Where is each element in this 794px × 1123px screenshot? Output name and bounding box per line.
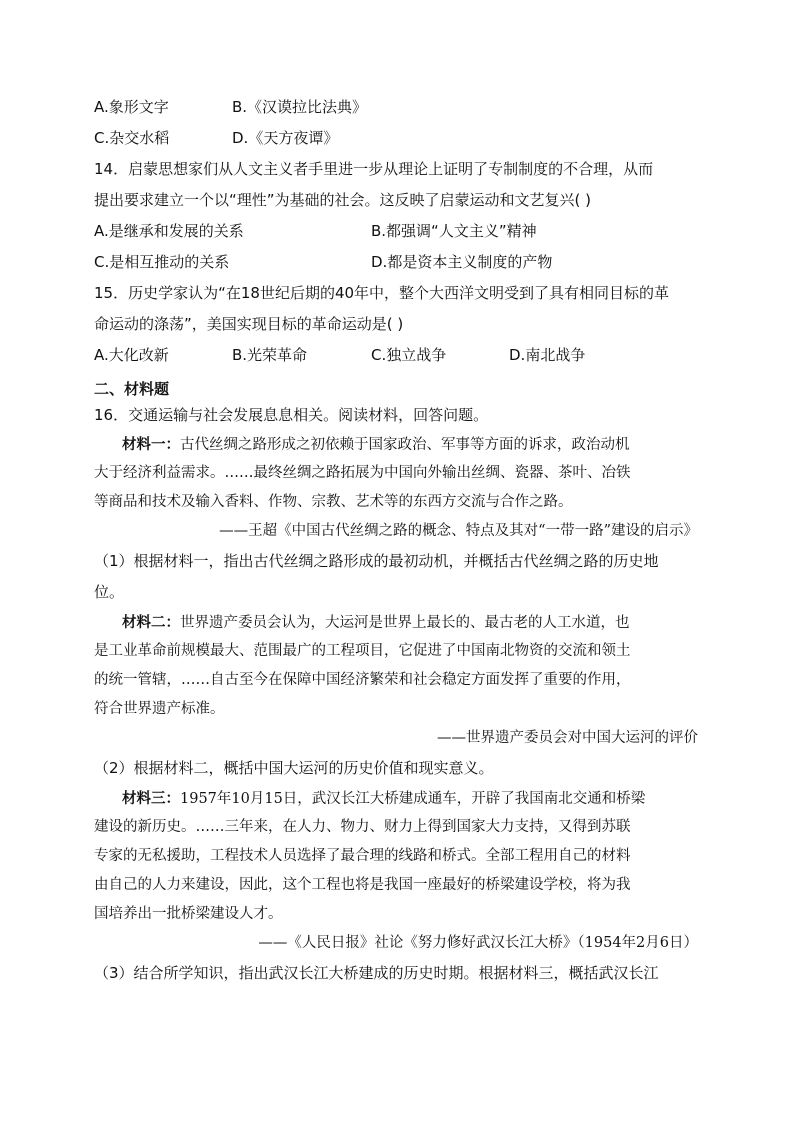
section-title: 二、材料题 xyxy=(94,380,170,398)
material-2-text: 世界遗产委员会认为，大运河是世界上最长的、最古老的人工水道，也 xyxy=(180,615,630,631)
material-2-source: ——世界遗产委员会对中国大运河的评价 xyxy=(437,730,698,746)
sub-question-1-line1: （1）根据材料一，指出古代丝绸之路形成的最初动机，并概括古代丝绸之路的历史地 xyxy=(94,552,659,570)
material-3-line4: 由自己的人力来建设，因此，这个工程也将是我国一座最好的桥梁建设学校，将为我 xyxy=(94,877,631,893)
material-2-line3: 的统一管辖，……自古至今在保障中国经济繁荣和社会稳定方面发挥了重要的作用， xyxy=(94,672,631,688)
material-1-line1 xyxy=(94,430,698,459)
sub-question-1-line2: 位。 xyxy=(94,583,125,601)
q13-options-row2 xyxy=(94,123,698,154)
material-2-line2: 是工业革命前规模最大、范围最广的工程项目，它促进了中国南北物资的交流和领土 xyxy=(94,643,631,659)
q13-option-d[interactable]: D.《天方夜谭》 xyxy=(232,129,339,147)
material-1-line2: 大于经济利益需求。……最终丝绸之路拓展为中国向外输出丝绸、瓷器、茶叶、冶铁 xyxy=(94,465,631,481)
material-2-line4: 符合世界遗产标准。 xyxy=(94,701,225,717)
exam-page xyxy=(94,92,698,989)
material-1-source: ——王超《中国古代丝绸之路的概念、特点及其对“一带一路”建设的启示》 xyxy=(219,523,698,539)
sub-question-2: （2）根据材料二，概括中国大运河的历史价值和现实意义。 xyxy=(94,759,494,777)
q14-options-row1 xyxy=(94,216,698,247)
q13-options xyxy=(94,92,698,123)
q13-option-c[interactable]: C.杂交水稻 xyxy=(94,129,170,147)
material-3-line5: 国培养出一批桥梁建设人才。 xyxy=(94,906,283,922)
q15-option-b[interactable]: B.光荣革命 xyxy=(232,346,308,364)
material-3-line2: 建设的新历史。……三年来，在人力、物力、财力上得到国家大力支持，又得到苏联 xyxy=(94,819,631,835)
q13-option-a[interactable]: A.象形文字 xyxy=(94,98,169,116)
material-3-line1 xyxy=(94,784,698,813)
q15-option-d[interactable]: D.南北战争 xyxy=(509,346,586,364)
q14-option-c[interactable]: C.是相互推动的关系 xyxy=(94,253,230,271)
q16-stem: 16．交通运输与社会发展息息相关。阅读材料，回答问题。 xyxy=(94,406,489,424)
material-1-label: 材料一： xyxy=(122,436,180,453)
q14-options-row2 xyxy=(94,247,698,278)
q15-options xyxy=(94,340,698,371)
q13-option-b[interactable]: B.《汉谟拉比法典》 xyxy=(232,98,368,116)
material-3-line3: 专家的无私援助，工程技术人员选择了最合理的线路和桥式。全部工程用自己的材料 xyxy=(94,848,631,864)
q14-stem-line1: 14．启蒙思想家们从人文主义者手里进一步从理论上证明了专制制度的不合理，从而 xyxy=(94,160,654,178)
q15-stem-line2: 命运动的涤荡”，美国实现目标的革命运动是( ) xyxy=(94,315,404,333)
q15-option-a[interactable]: A.大化改新 xyxy=(94,346,169,364)
q15-stem-line1: 15．历史学家认为“在18世纪后期的40年中，整个大西洋文明受到了具有相同目标的革 xyxy=(94,284,670,302)
material-3-source: ——《人民日报》社论《努力修好武汉长江大桥》（1954年2月6日） xyxy=(258,935,698,951)
material-3-text: 1957年10月15日，武汉长江大桥建成通车，开辟了我国南北交通和桥梁 xyxy=(180,791,646,807)
material-2-label: 材料二： xyxy=(122,614,180,631)
q15-option-c[interactable]: C.独立战争 xyxy=(371,346,447,364)
q14-stem-line2: 提出要求建立一个以“理性”为基础的社会。这反映了启蒙运动和文艺复兴( ) xyxy=(94,191,592,209)
q14-option-d[interactable]: D.都是资本主义制度的产物 xyxy=(371,253,553,271)
q14-option-a[interactable]: A.是继承和发展的关系 xyxy=(94,222,244,240)
material-1-line3: 等商品和技术及输入香料、作物、宗教、艺术等的东西方交流与合作之路。 xyxy=(94,494,573,510)
material-1-text: 古代丝绸之路形成之初依赖于国家政治、军事等方面的诉求，政治动机 xyxy=(180,437,630,453)
q14-option-b[interactable]: B.都强调“人文主义”精神 xyxy=(371,222,537,240)
sub-question-3: （3）结合所学知识，指出武汉长江大桥建成的历史时期。根据材料三，概括武汉长江 xyxy=(94,964,659,982)
material-3-label: 材料三： xyxy=(122,790,180,807)
material-2-line1 xyxy=(94,608,698,637)
